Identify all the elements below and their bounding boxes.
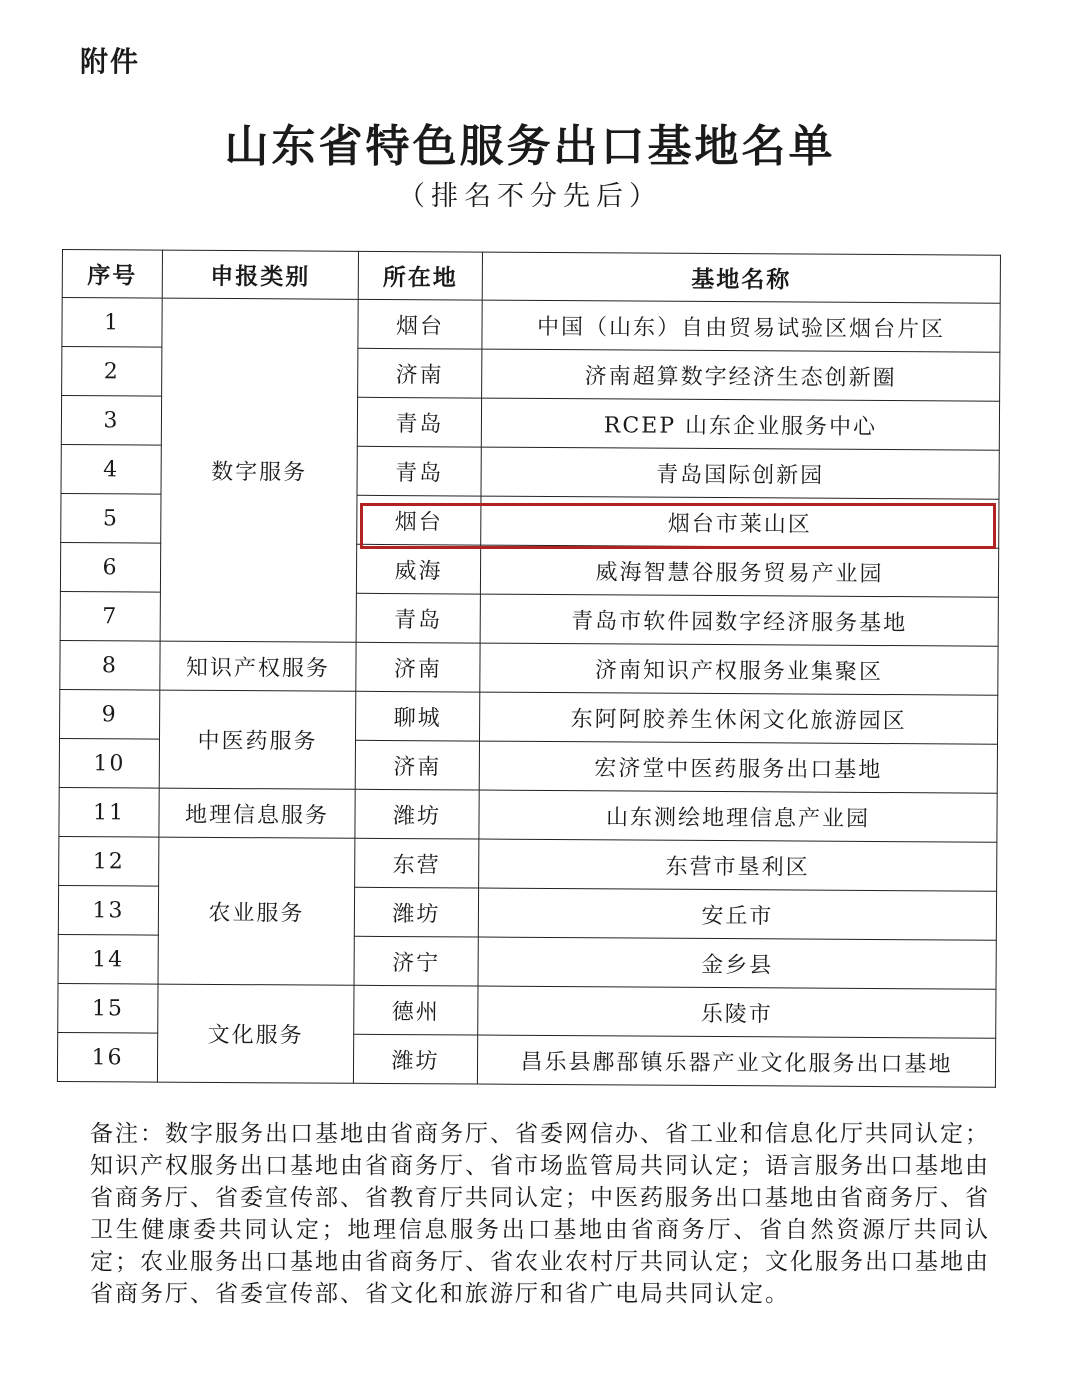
location-cell: 潍坊 [353,1034,477,1084]
location-cell: 威海 [356,544,480,594]
remark-note: 备注：数字服务出口基地由省商务厅、省委网信办、省工业和信息化厅共同认定；知识产权服务出口基地由省商务厅、省市场监管局共同认定；语言服务出口基地由省商务厅、省委宣传部、省教育厅共同认定；中医药服务出口基地由省商务厅、省卫生健康委共同认定；地理信息服务出口基地由省商务厅、省自然资源厅共同认定；农业服务出口基地由省商务厅、省农业农村厅共同认定；文化服务出口基地由省商务厅、省委宣传部、省文化和旅游厅和省广电局共同认定。 [90,1121,990,1307]
base-name-cell: 金乡县 [478,937,996,989]
document-title: 山东省特色服务出口基地名单 [224,121,836,172]
base-name-cell: 东阿阿胶养生休闲文化旅游园区 [480,692,998,744]
attachment-label: 附件 [80,45,141,78]
row-number: 5 [61,493,161,543]
location-cell: 青岛 [357,446,481,496]
location-cell: 烟台 [358,299,482,349]
row-number: 16 [57,1032,157,1082]
table-row [59,787,997,842]
location-cell: 济南 [355,740,479,790]
base-list-table [57,249,1001,1088]
location-cell: 潍坊 [354,887,478,937]
row-number: 11 [59,787,159,837]
base-name-cell: 济南知识产权服务业集聚区 [480,643,998,695]
location-cell: 潍坊 [355,789,479,839]
location-cell: 济南 [358,348,482,398]
base-name-cell: 东营市垦利区 [479,839,997,891]
base-name-cell: 烟台市莱山区 [481,496,999,548]
table-row [58,983,996,1038]
category-cell: 数字服务 [160,298,358,642]
base-name-cell: 青岛国际创新园 [481,447,999,499]
location-cell: 东营 [355,838,479,888]
category-cell: 知识产权服务 [160,641,356,691]
table-row [59,836,997,891]
row-number: 15 [58,983,158,1033]
location-cell: 青岛 [357,397,481,447]
category-cell: 农业服务 [158,837,355,985]
location-cell: 青岛 [356,593,480,643]
base-name-cell: RCEP 山东企业服务中心 [481,398,999,450]
row-number: 12 [59,836,159,886]
header-base-name: 基地名称 [482,252,1000,303]
row-number: 8 [60,640,160,690]
table-row [62,298,1000,353]
base-name-cell: 济南超算数字经济生态创新圈 [482,349,1000,401]
document-subtitle: （排名不分先后） [398,181,662,212]
base-name-cell: 宏济堂中医药服务出口基地 [479,741,997,793]
row-number: 10 [59,738,159,788]
location-cell: 烟台 [357,495,481,545]
table-row [60,689,998,744]
location-cell: 德州 [354,985,478,1035]
category-cell: 地理信息服务 [159,788,355,838]
header-category: 申报类别 [162,250,358,299]
location-cell: 济宁 [354,936,478,986]
location-cell: 聊城 [356,691,480,741]
base-name-cell: 山东测绘地理信息产业园 [479,790,997,842]
location-cell: 济南 [356,642,480,692]
base-name-cell: 乐陵市 [478,986,996,1038]
header-location: 所在地 [358,251,482,300]
row-number: 2 [62,347,162,397]
table-row [60,640,998,695]
header-no: 序号 [62,250,162,299]
row-number: 9 [60,689,160,739]
row-number: 1 [62,298,162,348]
row-number: 4 [61,444,161,494]
row-number: 13 [58,885,158,935]
row-number: 14 [58,934,158,984]
category-cell: 文化服务 [157,984,354,1083]
base-name-cell: 威海智慧谷服务贸易产业园 [480,545,998,597]
row-number: 3 [61,396,161,446]
table-header-row [62,250,1000,304]
category-cell: 中医药服务 [159,690,356,789]
base-name-cell: 昌乐县鄌郚镇乐器产业文化服务出口基地 [477,1035,995,1087]
base-name-cell: 中国（山东）自由贸易试验区烟台片区 [482,300,1000,352]
row-number: 6 [60,542,160,592]
base-name-cell: 安丘市 [478,888,996,940]
base-name-cell: 青岛市软件园数字经济服务基地 [480,594,998,646]
row-number: 7 [60,591,160,641]
